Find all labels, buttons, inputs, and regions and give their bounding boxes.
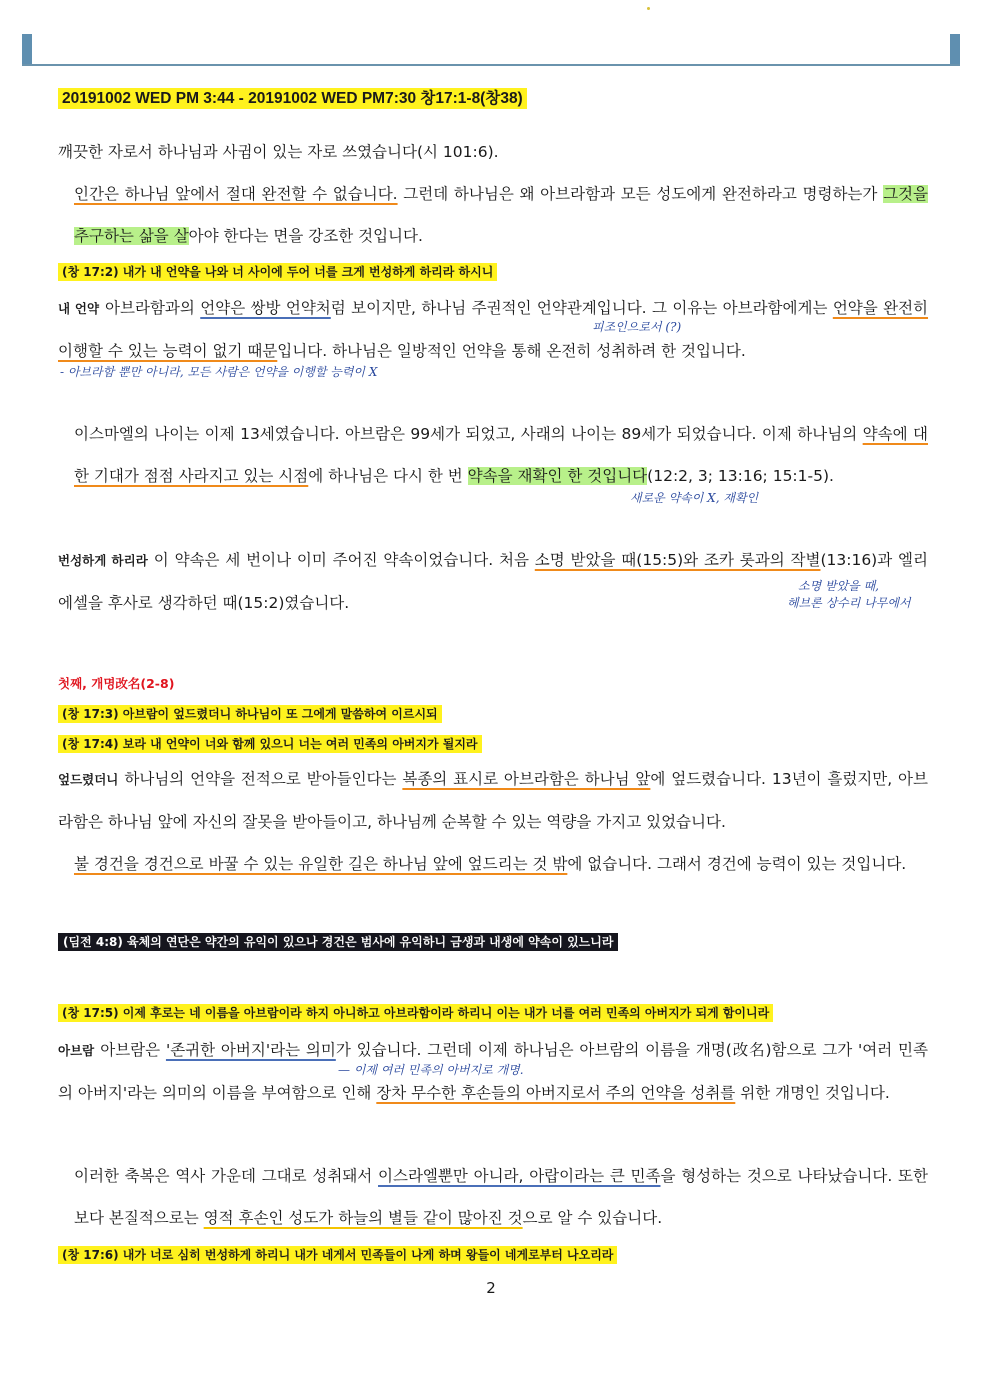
green-highlight-phrase: 약속을 재확인 한 것입니다 [467,467,648,485]
page-number: 2 [486,1279,496,1297]
paragraph-2 [58,173,928,257]
paragraph-8-text-mid: 가 있습니다. 그런데 이제 하나님은 아브람의 이름을 개명(改名)함으로 그가 '여러 민족의 아버지'라는 의미의 이름을 부여함으로 인해 [58,1041,928,1102]
verse-text: (딤전 4:8) 육체의 연단은 약간의 유익이 있으나 경건은 범사에 유익하니 금생과 내생에 약속이 있느니라 [58,933,618,951]
keyword-label: 내 언약 [58,301,100,316]
scan-speck [647,7,650,10]
paragraph-5-text-end: (13:16)과 엘리에셀을 후사로 생각하던 때(15:2)였습니다. [58,551,928,612]
header-bar-left-accent [22,34,32,65]
underlined-phrase: 불 경건을 경건으로 바꿀 수 있는 유일한 길은 하나님 앞에 엎드리는 것 밖 [74,855,568,873]
blue-underlined-phrase: 이스라엘뿐만 아니라, 아랍이라는 큰 민족 [378,1167,661,1185]
underlined-phrase: 언약을 완전히 이행할 수 있는 능력이 없기 때문 [58,299,929,360]
blue-underlined-phrase: '존귀한 아버지'라는 의미 [165,1041,336,1059]
green-highlight-phrase: 그것을 추구하는 삶을 살 [74,185,928,245]
verse-text: (창 17:6) 내가 너로 심히 번성하게 하리니 내가 네게서 민족들이 나게 하며 왕들이 네게로부터 나오리라 [58,1246,617,1264]
paragraph-7-text: 에 없습니다. 그래서 경건에 능력이 있는 것입니다. [567,855,907,873]
keyword-label: 아브람 [58,1043,95,1058]
yellow-underlined-phrase: 영적 후손인 성도가 하늘의 별들 같이 많아진 것 [203,1209,523,1227]
verse-gen-17-3 [58,704,928,724]
paragraph-6-text-end: 에 엎드렸습니다. 13년이 흘렀지만, 아브라함은 하나님 앞에 자신의 잘못을 받아들이고, 하나님께 순복할 수 있는 역량을 가지고 있었습니다. [58,770,928,831]
paragraph-4-text-mid: 에 하나님은 다시 한 번 [308,467,468,485]
paragraph-9-text: 이러한 축복은 역사 가운데 그대로 성취돼서 [74,1167,379,1185]
paragraph-8-text: 아브람은 [100,1041,166,1059]
paragraph-1 [58,131,928,173]
handwritten-note: 새로운 약속이 X, 재확인 [630,491,759,505]
paragraph-4-refs: (12:2, 3; 13:16; 15:1-5). [647,467,834,485]
paragraph-6 [58,758,928,843]
verse-1tim-4-8 [58,932,928,952]
handwritten-note: 소명 받았을 때, [798,579,879,593]
paragraph-3 [58,287,928,372]
verse-text: (창 17:2) 내가 내 언약을 나와 너 사이에 두어 너를 크게 번성하게 하리라 하시니 [58,263,497,281]
document-header [58,86,928,108]
underlined-phrase: 장차 무수한 후손들의 아버지로서 주의 언약을 성취를 [376,1084,736,1102]
verse-gen-17-2 [58,262,928,282]
verse-text: (창 17:3) 아브람이 엎드렸더니 하나님이 또 그에게 말씀하여 이르시되 [58,705,442,723]
paragraph-3-text-mid: 럼 보이지만, 하나님 주권적인 언약관계입니다. 그 이유는 아브라함에게는 [330,299,833,317]
handwritten-note: 헤브론 상수리 나무에서 [787,596,911,610]
section-heading-text: 첫째, 개명改名(2-8) [58,676,175,691]
paragraph-4-text: 이스마엘의 나이는 이제 13세였습니다. 아브람은 99세가 되었고, 사래의 나이는 89세가 되었습니다. 이제 하나님의 [74,425,863,443]
blue-underlined-phrase: 언약은 쌍방 언약처 [200,299,331,317]
paragraph-9 [58,1155,928,1239]
paragraph-8-text-end: 위한 개명인 것입니다. [735,1084,890,1102]
paragraph-6-text: 하나님의 언약을 전적으로 받아들인다는 [124,770,403,788]
section-heading [58,673,928,692]
paragraph-2-text-end: 아야 한다는 면을 강조한 것입니다. [188,227,423,245]
header-rule [22,64,960,66]
paragraph-1-text: 깨끗한 자로서 하나님과 사귐이 있는 자로 쓰였습니다(시 101:6). [58,143,499,161]
handwritten-note: — 이제 여러 민족의 아버지로 개명. [338,1063,524,1077]
header-date-range: 20191002 WED PM 3:44 - 20191002 WED PM7:30 창17:1-8(창38) [58,88,527,109]
verse-text: (창 17:5) 이제 후로는 네 이름을 아브람이라 하지 아니하고 아브라함이라 하리니 이는 내가 너를 여러 민족의 아버지가 되게 함이니라 [58,1004,773,1022]
paragraph-5-text: 이 약속은 세 번이나 이미 주어진 약속이었습니다. 처음 [153,551,535,569]
paragraph-7 [58,843,928,885]
underlined-phrase: 소명 받았을 때(15:5)와 조카 롯과의 작별 [534,551,821,569]
paragraph-3-text: 아브라함과의 [105,299,201,317]
paragraph-2-text: 그런데 하나님은 왜 아브라함과 모든 성도에게 완전하라고 명령하는가 [397,185,884,203]
underlined-phrase: 약속에 대한 기대가 점점 사라지고 있는 시점 [74,425,928,485]
verse-gen-17-4 [58,734,928,754]
underlined-phrase: 인간은 하나님 앞에서 절대 완전할 수 없습니다. [74,185,398,203]
underlined-phrase: 복종의 표시로 아브라함은 하나님 앞 [402,770,651,788]
paragraph-9-text-end: 으로 알 수 있습니다. [522,1209,663,1227]
keyword-label: 엎드렸더니 [58,772,119,787]
verse-gen-17-5 [58,1003,928,1023]
keyword-label: 번성하게 하리라 [58,553,148,568]
paragraph-9-text-mid: 을 형성하는 것으로 나타났습니다. 또한 보다 본질적으로는 [74,1167,928,1227]
verse-gen-17-6 [58,1245,928,1265]
header-bar-right-accent [950,34,960,65]
handwritten-note: 피조인으로서 (?) [592,320,682,334]
paragraph-3-text-end: 입니다. 하나님은 일방적인 언약을 통해 온전히 성취하려 한 것입니다. [277,342,746,360]
verse-text: (창 17:4) 보라 내 언약이 너와 함께 있으니 너는 여러 민족의 아버지가 될지라 [58,735,482,753]
paragraph-4 [58,413,928,497]
handwritten-note: - 아브라함 뿐만 아니라, 모든 사람은 언약을 이행할 능력이 X [60,365,378,379]
